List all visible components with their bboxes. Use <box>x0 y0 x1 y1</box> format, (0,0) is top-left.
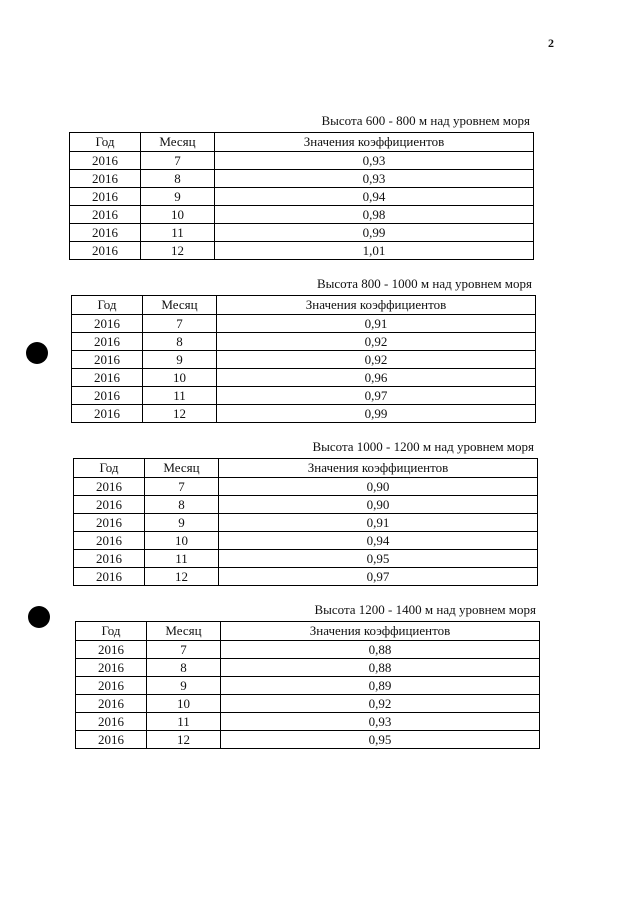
cell-year: 2016 <box>72 369 143 387</box>
table-row <box>74 568 538 586</box>
table-header-row <box>70 133 534 152</box>
coefficient-table <box>75 621 540 749</box>
cell-year: 2016 <box>70 242 141 260</box>
coefficient-table <box>71 295 536 423</box>
table-row <box>76 677 540 695</box>
cell-year: 2016 <box>76 695 147 713</box>
cell-month: 9 <box>145 514 219 532</box>
cell-year: 2016 <box>74 532 145 550</box>
table-row <box>72 333 536 351</box>
column-header-month: Месяц <box>141 133 215 152</box>
cell-year: 2016 <box>76 713 147 731</box>
cell-month: 12 <box>147 731 221 749</box>
table-caption: Высота 1200 - 1400 м над уровнем моря <box>314 602 536 617</box>
table-row <box>70 224 534 242</box>
cell-value: 0,90 <box>219 478 538 496</box>
table-header-row <box>76 622 540 641</box>
cell-month: 9 <box>143 351 217 369</box>
cell-month: 8 <box>145 496 219 514</box>
cell-value: 0,92 <box>217 351 536 369</box>
cell-value: 0,93 <box>215 170 534 188</box>
cell-year: 2016 <box>74 478 145 496</box>
table-row <box>72 315 536 333</box>
cell-year: 2016 <box>76 731 147 749</box>
cell-year: 2016 <box>72 351 143 369</box>
cell-value: 0,93 <box>215 152 534 170</box>
column-header-year: Год <box>70 133 141 152</box>
cell-year: 2016 <box>76 677 147 695</box>
table-row <box>72 405 536 423</box>
cell-month: 10 <box>143 369 217 387</box>
cell-value: 0,91 <box>219 514 538 532</box>
cell-month: 8 <box>143 333 217 351</box>
cell-month: 7 <box>143 315 217 333</box>
cell-month: 11 <box>147 713 221 731</box>
cell-value: 0,90 <box>219 496 538 514</box>
table-row <box>72 369 536 387</box>
cell-year: 2016 <box>70 206 141 224</box>
column-header-value: Значения коэффициентов <box>219 459 538 478</box>
table-row <box>74 532 538 550</box>
table-row <box>70 170 534 188</box>
table-row <box>76 659 540 677</box>
cell-value: 1,01 <box>215 242 534 260</box>
column-header-value: Значения коэффициентов <box>217 296 536 315</box>
cell-month: 12 <box>143 405 217 423</box>
table-caption: Высота 800 - 1000 м над уровнем моря <box>316 276 532 291</box>
column-header-value: Значения коэффициентов <box>221 622 540 641</box>
cell-month: 11 <box>141 224 215 242</box>
cell-month: 7 <box>141 152 215 170</box>
table-row <box>74 550 538 568</box>
column-header-year: Год <box>76 622 147 641</box>
cell-month: 7 <box>147 641 221 659</box>
punch-hole-mark <box>28 606 50 628</box>
cell-value: 0,88 <box>221 641 540 659</box>
coefficient-table <box>73 458 538 586</box>
cell-month: 11 <box>143 387 217 405</box>
cell-year: 2016 <box>70 152 141 170</box>
cell-month: 9 <box>147 677 221 695</box>
cell-month: 12 <box>145 568 219 586</box>
cell-value: 0,94 <box>215 188 534 206</box>
table-caption: Высота 600 - 800 м над уровнем моря <box>321 113 530 128</box>
cell-month: 11 <box>145 550 219 568</box>
cell-month: 9 <box>141 188 215 206</box>
column-header-month: Месяц <box>145 459 219 478</box>
table-caption: Высота 1000 - 1200 м над уровнем моря <box>312 439 534 454</box>
cell-month: 10 <box>141 206 215 224</box>
table-row <box>70 206 534 224</box>
table-row <box>74 478 538 496</box>
table-row <box>70 152 534 170</box>
table-row <box>76 695 540 713</box>
cell-value: 0,88 <box>221 659 540 677</box>
table-row <box>72 387 536 405</box>
cell-value: 0,96 <box>217 369 536 387</box>
table-row <box>70 188 534 206</box>
cell-value: 0,92 <box>221 695 540 713</box>
cell-value: 0,99 <box>215 224 534 242</box>
table-row <box>72 351 536 369</box>
cell-value: 0,93 <box>221 713 540 731</box>
cell-month: 10 <box>145 532 219 550</box>
cell-year: 2016 <box>72 405 143 423</box>
table-row <box>74 496 538 514</box>
cell-year: 2016 <box>76 641 147 659</box>
cell-month: 8 <box>141 170 215 188</box>
coefficient-table <box>69 132 534 260</box>
cell-value: 0,89 <box>221 677 540 695</box>
cell-year: 2016 <box>72 333 143 351</box>
cell-value: 0,91 <box>217 315 536 333</box>
table-row <box>70 242 534 260</box>
cell-year: 2016 <box>72 315 143 333</box>
cell-value: 0,97 <box>219 568 538 586</box>
table-row <box>76 731 540 749</box>
cell-value: 0,98 <box>215 206 534 224</box>
cell-value: 0,97 <box>217 387 536 405</box>
table-header-row <box>74 459 538 478</box>
cell-value: 0,94 <box>219 532 538 550</box>
table-row <box>74 514 538 532</box>
cell-year: 2016 <box>70 170 141 188</box>
cell-year: 2016 <box>74 496 145 514</box>
cell-year: 2016 <box>74 514 145 532</box>
table-header-row <box>72 296 536 315</box>
cell-month: 12 <box>141 242 215 260</box>
cell-month: 10 <box>147 695 221 713</box>
cell-year: 2016 <box>70 188 141 206</box>
punch-hole-mark <box>26 342 48 364</box>
column-header-month: Месяц <box>147 622 221 641</box>
cell-value: 0,92 <box>217 333 536 351</box>
cell-year: 2016 <box>74 568 145 586</box>
table-row <box>76 713 540 731</box>
cell-year: 2016 <box>72 387 143 405</box>
cell-year: 2016 <box>70 224 141 242</box>
page-number: 2 <box>548 36 554 50</box>
cell-month: 7 <box>145 478 219 496</box>
cell-value: 0,99 <box>217 405 536 423</box>
cell-month: 8 <box>147 659 221 677</box>
cell-year: 2016 <box>74 550 145 568</box>
cell-year: 2016 <box>76 659 147 677</box>
column-header-year: Год <box>74 459 145 478</box>
column-header-year: Год <box>72 296 143 315</box>
column-header-month: Месяц <box>143 296 217 315</box>
cell-value: 0,95 <box>221 731 540 749</box>
column-header-value: Значения коэффициентов <box>215 133 534 152</box>
cell-value: 0,95 <box>219 550 538 568</box>
table-row <box>76 641 540 659</box>
